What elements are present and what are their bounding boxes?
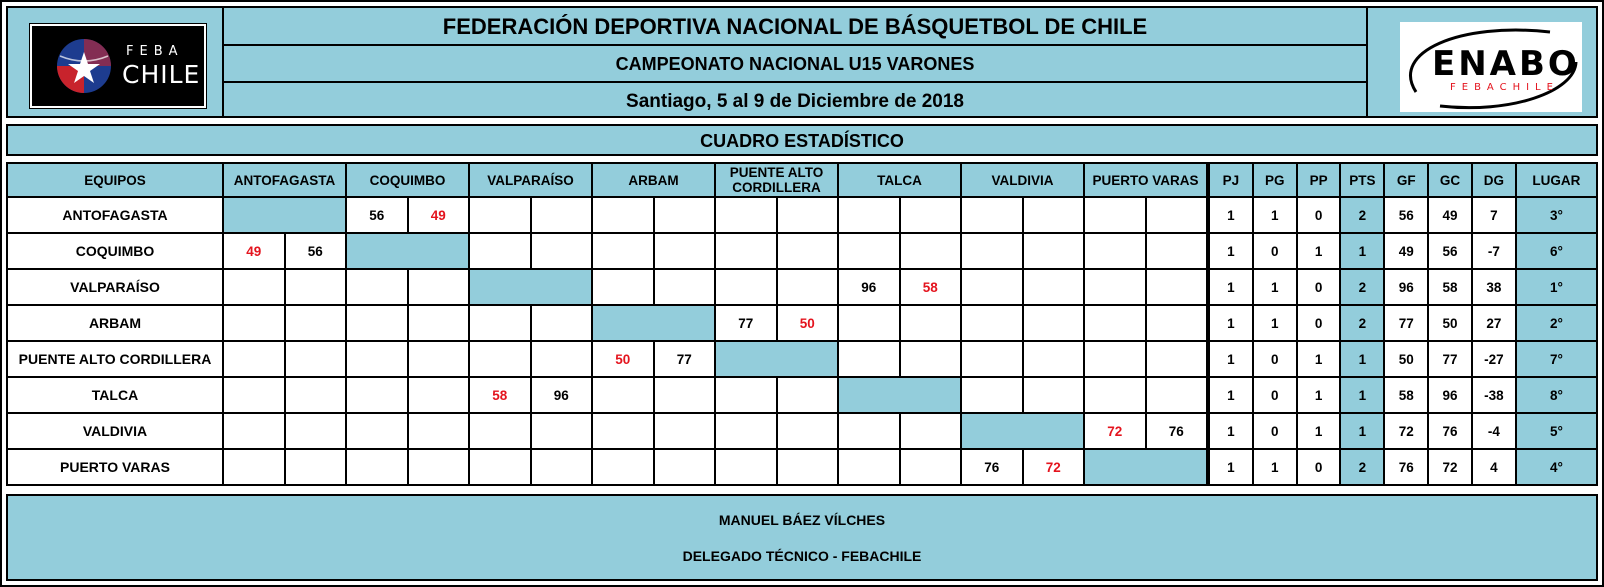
team-name: PUERTO VARAS <box>7 449 223 485</box>
page-title: FEDERACIÓN DEPORTIVA NACIONAL DE BÁSQUETBOL DE CHILE <box>442 14 1148 39</box>
empty-score-cell <box>1023 197 1085 233</box>
empty-score-cell <box>346 449 408 485</box>
stat-pts: 1 <box>1340 233 1384 269</box>
score-against: 56 <box>285 233 347 269</box>
stats-header-row <box>1209 163 1597 197</box>
empty-score-cell <box>961 377 1023 413</box>
team-name: PUENTE ALTO CORDILLERA <box>7 341 223 377</box>
stat-dg: 4 <box>1472 449 1516 485</box>
empty-score-cell <box>1084 269 1146 305</box>
stats-row <box>1209 377 1597 413</box>
self-match-cell <box>715 341 838 377</box>
stat-dg: 38 <box>1472 269 1516 305</box>
empty-score-cell <box>592 197 654 233</box>
empty-score-cell <box>592 233 654 269</box>
empty-score-cell <box>654 269 716 305</box>
stat-pg: 1 <box>1253 305 1297 341</box>
empty-score-cell <box>900 233 962 269</box>
stat-gc: 58 <box>1428 269 1472 305</box>
score-for: 49 <box>223 233 285 269</box>
team-name: ARBAM <box>7 305 223 341</box>
stat-pp: 1 <box>1297 233 1341 269</box>
empty-score-cell <box>408 413 470 449</box>
empty-score-cell <box>346 269 408 305</box>
empty-score-cell <box>900 197 962 233</box>
empty-score-cell <box>715 377 777 413</box>
empty-score-cell <box>408 377 470 413</box>
empty-score-cell <box>469 305 531 341</box>
empty-score-cell <box>654 449 716 485</box>
stats-row <box>1209 305 1597 341</box>
score-for: 72 <box>1084 413 1146 449</box>
empty-score-cell <box>408 269 470 305</box>
self-match-cell <box>838 377 961 413</box>
empty-score-cell <box>1146 269 1208 305</box>
empty-score-cell <box>1023 341 1085 377</box>
stat-gc: 96 <box>1428 377 1472 413</box>
column-header-opponent: VALDIVIA <box>961 163 1084 197</box>
empty-score-cell <box>1084 233 1146 269</box>
empty-score-cell <box>715 197 777 233</box>
stat-dg: -4 <box>1472 413 1516 449</box>
empty-score-cell <box>838 233 900 269</box>
location-date: Santiago, 5 al 9 de Diciembre de 2018 <box>626 91 964 112</box>
empty-score-cell <box>961 233 1023 269</box>
empty-score-cell <box>469 233 531 269</box>
stats-row <box>1209 413 1597 449</box>
stats-header-pg: PG <box>1253 163 1297 197</box>
stat-dg: 7 <box>1472 197 1516 233</box>
stat-pj: 1 <box>1209 377 1253 413</box>
header-divider-right <box>1366 8 1368 116</box>
self-match-cell <box>346 233 469 269</box>
empty-score-cell <box>346 377 408 413</box>
score-against: 77 <box>654 341 716 377</box>
stats-header-dg: DG <box>1472 163 1516 197</box>
empty-score-cell <box>285 305 347 341</box>
empty-score-cell <box>900 449 962 485</box>
stat-lugar: 5° <box>1516 413 1597 449</box>
stats-header-pj: PJ <box>1209 163 1253 197</box>
championship-title: CAMPEONATO NACIONAL U15 VARONES <box>615 54 975 74</box>
stats-header-gf: GF <box>1384 163 1428 197</box>
table-row <box>7 341 1207 377</box>
score-against: 50 <box>777 305 839 341</box>
empty-score-cell <box>1084 305 1146 341</box>
enabo-logo-line2: FEBACHILE <box>1450 82 1559 93</box>
empty-score-cell <box>531 413 593 449</box>
empty-score-cell <box>900 305 962 341</box>
stat-dg: -38 <box>1472 377 1516 413</box>
score-against: 96 <box>531 377 593 413</box>
header-panel <box>6 6 1598 118</box>
enabo-logo <box>1400 22 1582 112</box>
feba-logo-line2: CHILE <box>122 60 201 89</box>
stat-lugar: 6° <box>1516 233 1597 269</box>
score-for: 76 <box>961 449 1023 485</box>
stats-header-gc: GC <box>1428 163 1472 197</box>
stats-header-lugar: LUGAR <box>1516 163 1597 197</box>
empty-score-cell <box>777 233 839 269</box>
stat-pj: 1 <box>1209 197 1253 233</box>
empty-score-cell <box>223 413 285 449</box>
stat-pj: 1 <box>1209 233 1253 269</box>
empty-score-cell <box>531 449 593 485</box>
self-match-cell <box>592 305 715 341</box>
stats-table <box>1208 162 1598 486</box>
delegate-role: DELEGADO TÉCNICO - FEBACHILE <box>682 548 922 564</box>
stats-row <box>1209 269 1597 305</box>
stat-pp: 0 <box>1297 449 1341 485</box>
empty-score-cell <box>1023 377 1085 413</box>
score-against: 76 <box>1146 413 1208 449</box>
stat-dg: -27 <box>1472 341 1516 377</box>
empty-score-cell <box>1023 269 1085 305</box>
empty-score-cell <box>1084 197 1146 233</box>
stat-pts: 2 <box>1340 449 1384 485</box>
stats-row <box>1209 341 1597 377</box>
stat-pj: 1 <box>1209 269 1253 305</box>
stat-gf: 96 <box>1384 269 1428 305</box>
stat-pts: 1 <box>1340 377 1384 413</box>
stat-pg: 0 <box>1253 341 1297 377</box>
empty-score-cell <box>900 413 962 449</box>
results-header-row <box>7 163 1207 197</box>
empty-score-cell <box>469 341 531 377</box>
footer-panel <box>6 494 1598 581</box>
score-for: 56 <box>346 197 408 233</box>
stat-lugar: 4° <box>1516 449 1597 485</box>
stat-dg: -7 <box>1472 233 1516 269</box>
empty-score-cell <box>961 341 1023 377</box>
empty-score-cell <box>1146 305 1208 341</box>
empty-score-cell <box>531 197 593 233</box>
stat-gc: 50 <box>1428 305 1472 341</box>
score-against: 49 <box>408 197 470 233</box>
stat-pp: 1 <box>1297 341 1341 377</box>
empty-score-cell <box>285 269 347 305</box>
empty-score-cell <box>715 413 777 449</box>
stat-gf: 72 <box>1384 413 1428 449</box>
stat-pg: 0 <box>1253 233 1297 269</box>
stat-pts: 1 <box>1340 413 1384 449</box>
empty-score-cell <box>715 269 777 305</box>
empty-score-cell <box>715 233 777 269</box>
empty-score-cell <box>838 341 900 377</box>
stat-gf: 77 <box>1384 305 1428 341</box>
stat-pp: 1 <box>1297 377 1341 413</box>
header-rule-2 <box>224 81 1366 83</box>
empty-score-cell <box>592 449 654 485</box>
empty-score-cell <box>1146 377 1208 413</box>
empty-score-cell <box>777 413 839 449</box>
stat-gf: 56 <box>1384 197 1428 233</box>
stat-gc: 76 <box>1428 413 1472 449</box>
empty-score-cell <box>961 305 1023 341</box>
stat-pg: 0 <box>1253 377 1297 413</box>
stat-pp: 0 <box>1297 269 1341 305</box>
stats-header-pp: PP <box>1297 163 1341 197</box>
empty-score-cell <box>469 413 531 449</box>
stat-gf: 50 <box>1384 341 1428 377</box>
empty-score-cell <box>223 341 285 377</box>
column-header-equipos: EQUIPOS <box>7 163 223 197</box>
stat-pg: 1 <box>1253 449 1297 485</box>
score-for: 58 <box>469 377 531 413</box>
stats-row <box>1209 449 1597 485</box>
score-for: 96 <box>838 269 900 305</box>
stat-pg: 1 <box>1253 197 1297 233</box>
empty-score-cell <box>408 305 470 341</box>
empty-score-cell <box>223 449 285 485</box>
team-name: VALDIVIA <box>7 413 223 449</box>
section-title-panel <box>6 124 1598 156</box>
empty-score-cell <box>654 197 716 233</box>
empty-score-cell <box>285 377 347 413</box>
stat-pts: 2 <box>1340 305 1384 341</box>
empty-score-cell <box>654 413 716 449</box>
empty-score-cell <box>223 269 285 305</box>
stats-row <box>1209 197 1597 233</box>
empty-score-cell <box>285 413 347 449</box>
empty-score-cell <box>838 305 900 341</box>
empty-score-cell <box>469 197 531 233</box>
column-header-opponent: VALPARAÍSO <box>469 163 592 197</box>
empty-score-cell <box>592 377 654 413</box>
team-name: ANTOFAGASTA <box>7 197 223 233</box>
table-row <box>7 449 1207 485</box>
empty-score-cell <box>1146 233 1208 269</box>
empty-score-cell <box>1023 305 1085 341</box>
stats-header-pts: PTS <box>1340 163 1384 197</box>
stat-lugar: 2° <box>1516 305 1597 341</box>
feba-logo-line1: FEBA <box>126 44 184 59</box>
empty-score-cell <box>838 197 900 233</box>
stat-gf: 58 <box>1384 377 1428 413</box>
empty-score-cell <box>592 413 654 449</box>
stat-pts: 1 <box>1340 341 1384 377</box>
header-rule-1 <box>224 44 1366 46</box>
empty-score-cell <box>777 377 839 413</box>
stat-pp: 0 <box>1297 197 1341 233</box>
stat-gf: 76 <box>1384 449 1428 485</box>
empty-score-cell <box>223 377 285 413</box>
empty-score-cell <box>1084 341 1146 377</box>
stat-pts: 2 <box>1340 269 1384 305</box>
enabo-logo-line1: ENABO <box>1432 44 1580 84</box>
table-row <box>7 197 1207 233</box>
stat-gf: 49 <box>1384 233 1428 269</box>
empty-score-cell <box>1146 341 1208 377</box>
empty-score-cell <box>715 449 777 485</box>
stat-lugar: 3° <box>1516 197 1597 233</box>
score-against: 72 <box>1023 449 1085 485</box>
team-name: COQUIMBO <box>7 233 223 269</box>
stat-pp: 0 <box>1297 305 1341 341</box>
empty-score-cell <box>592 269 654 305</box>
self-match-cell <box>961 413 1084 449</box>
empty-score-cell <box>777 269 839 305</box>
section-title: CUADRO ESTADÍSTICO <box>700 131 904 151</box>
empty-score-cell <box>777 449 839 485</box>
table-row <box>7 377 1207 413</box>
stat-lugar: 7° <box>1516 341 1597 377</box>
stat-dg: 27 <box>1472 305 1516 341</box>
score-against: 58 <box>900 269 962 305</box>
column-header-opponent: COQUIMBO <box>346 163 469 197</box>
team-name: VALPARAÍSO <box>7 269 223 305</box>
stat-gc: 56 <box>1428 233 1472 269</box>
table-row <box>7 269 1207 305</box>
stat-pts: 2 <box>1340 197 1384 233</box>
empty-score-cell <box>408 341 470 377</box>
empty-score-cell <box>777 197 839 233</box>
self-match-cell <box>469 269 592 305</box>
stat-pj: 1 <box>1209 413 1253 449</box>
empty-score-cell <box>469 449 531 485</box>
empty-score-cell <box>531 305 593 341</box>
empty-score-cell <box>408 449 470 485</box>
empty-score-cell <box>285 341 347 377</box>
stat-pg: 0 <box>1253 413 1297 449</box>
column-header-opponent: ANTOFAGASTA <box>223 163 346 197</box>
empty-score-cell <box>900 341 962 377</box>
stat-pj: 1 <box>1209 341 1253 377</box>
delegate-name: MANUEL BÁEZ VÍLCHES <box>718 512 886 528</box>
score-for: 77 <box>715 305 777 341</box>
stat-pp: 1 <box>1297 413 1341 449</box>
empty-score-cell <box>1023 233 1085 269</box>
empty-score-cell <box>531 233 593 269</box>
column-header-opponent: PUENTE ALTO CORDILLERA <box>715 163 838 197</box>
self-match-cell <box>223 197 346 233</box>
empty-score-cell <box>654 377 716 413</box>
empty-score-cell <box>285 449 347 485</box>
empty-score-cell <box>838 449 900 485</box>
table-row <box>7 305 1207 341</box>
table-row <box>7 413 1207 449</box>
empty-score-cell <box>223 305 285 341</box>
feba-chile-logo <box>30 24 206 108</box>
empty-score-cell <box>1084 377 1146 413</box>
column-header-opponent: ARBAM <box>592 163 715 197</box>
stat-gc: 49 <box>1428 197 1472 233</box>
empty-score-cell <box>961 197 1023 233</box>
empty-score-cell <box>838 413 900 449</box>
empty-score-cell <box>961 269 1023 305</box>
column-header-opponent: PUERTO VARAS <box>1084 163 1207 197</box>
stat-pj: 1 <box>1209 449 1253 485</box>
stat-gc: 77 <box>1428 341 1472 377</box>
column-header-opponent: TALCA <box>838 163 961 197</box>
stat-lugar: 1° <box>1516 269 1597 305</box>
stats-row <box>1209 233 1597 269</box>
table-row <box>7 233 1207 269</box>
empty-score-cell <box>531 341 593 377</box>
empty-score-cell <box>1146 197 1208 233</box>
self-match-cell <box>1084 449 1207 485</box>
score-for: 50 <box>592 341 654 377</box>
stat-pg: 1 <box>1253 269 1297 305</box>
empty-score-cell <box>346 305 408 341</box>
stat-gc: 72 <box>1428 449 1472 485</box>
results-table <box>6 162 1208 486</box>
empty-score-cell <box>346 341 408 377</box>
empty-score-cell <box>346 413 408 449</box>
stat-pj: 1 <box>1209 305 1253 341</box>
team-name: TALCA <box>7 377 223 413</box>
stat-lugar: 8° <box>1516 377 1597 413</box>
empty-score-cell <box>654 233 716 269</box>
